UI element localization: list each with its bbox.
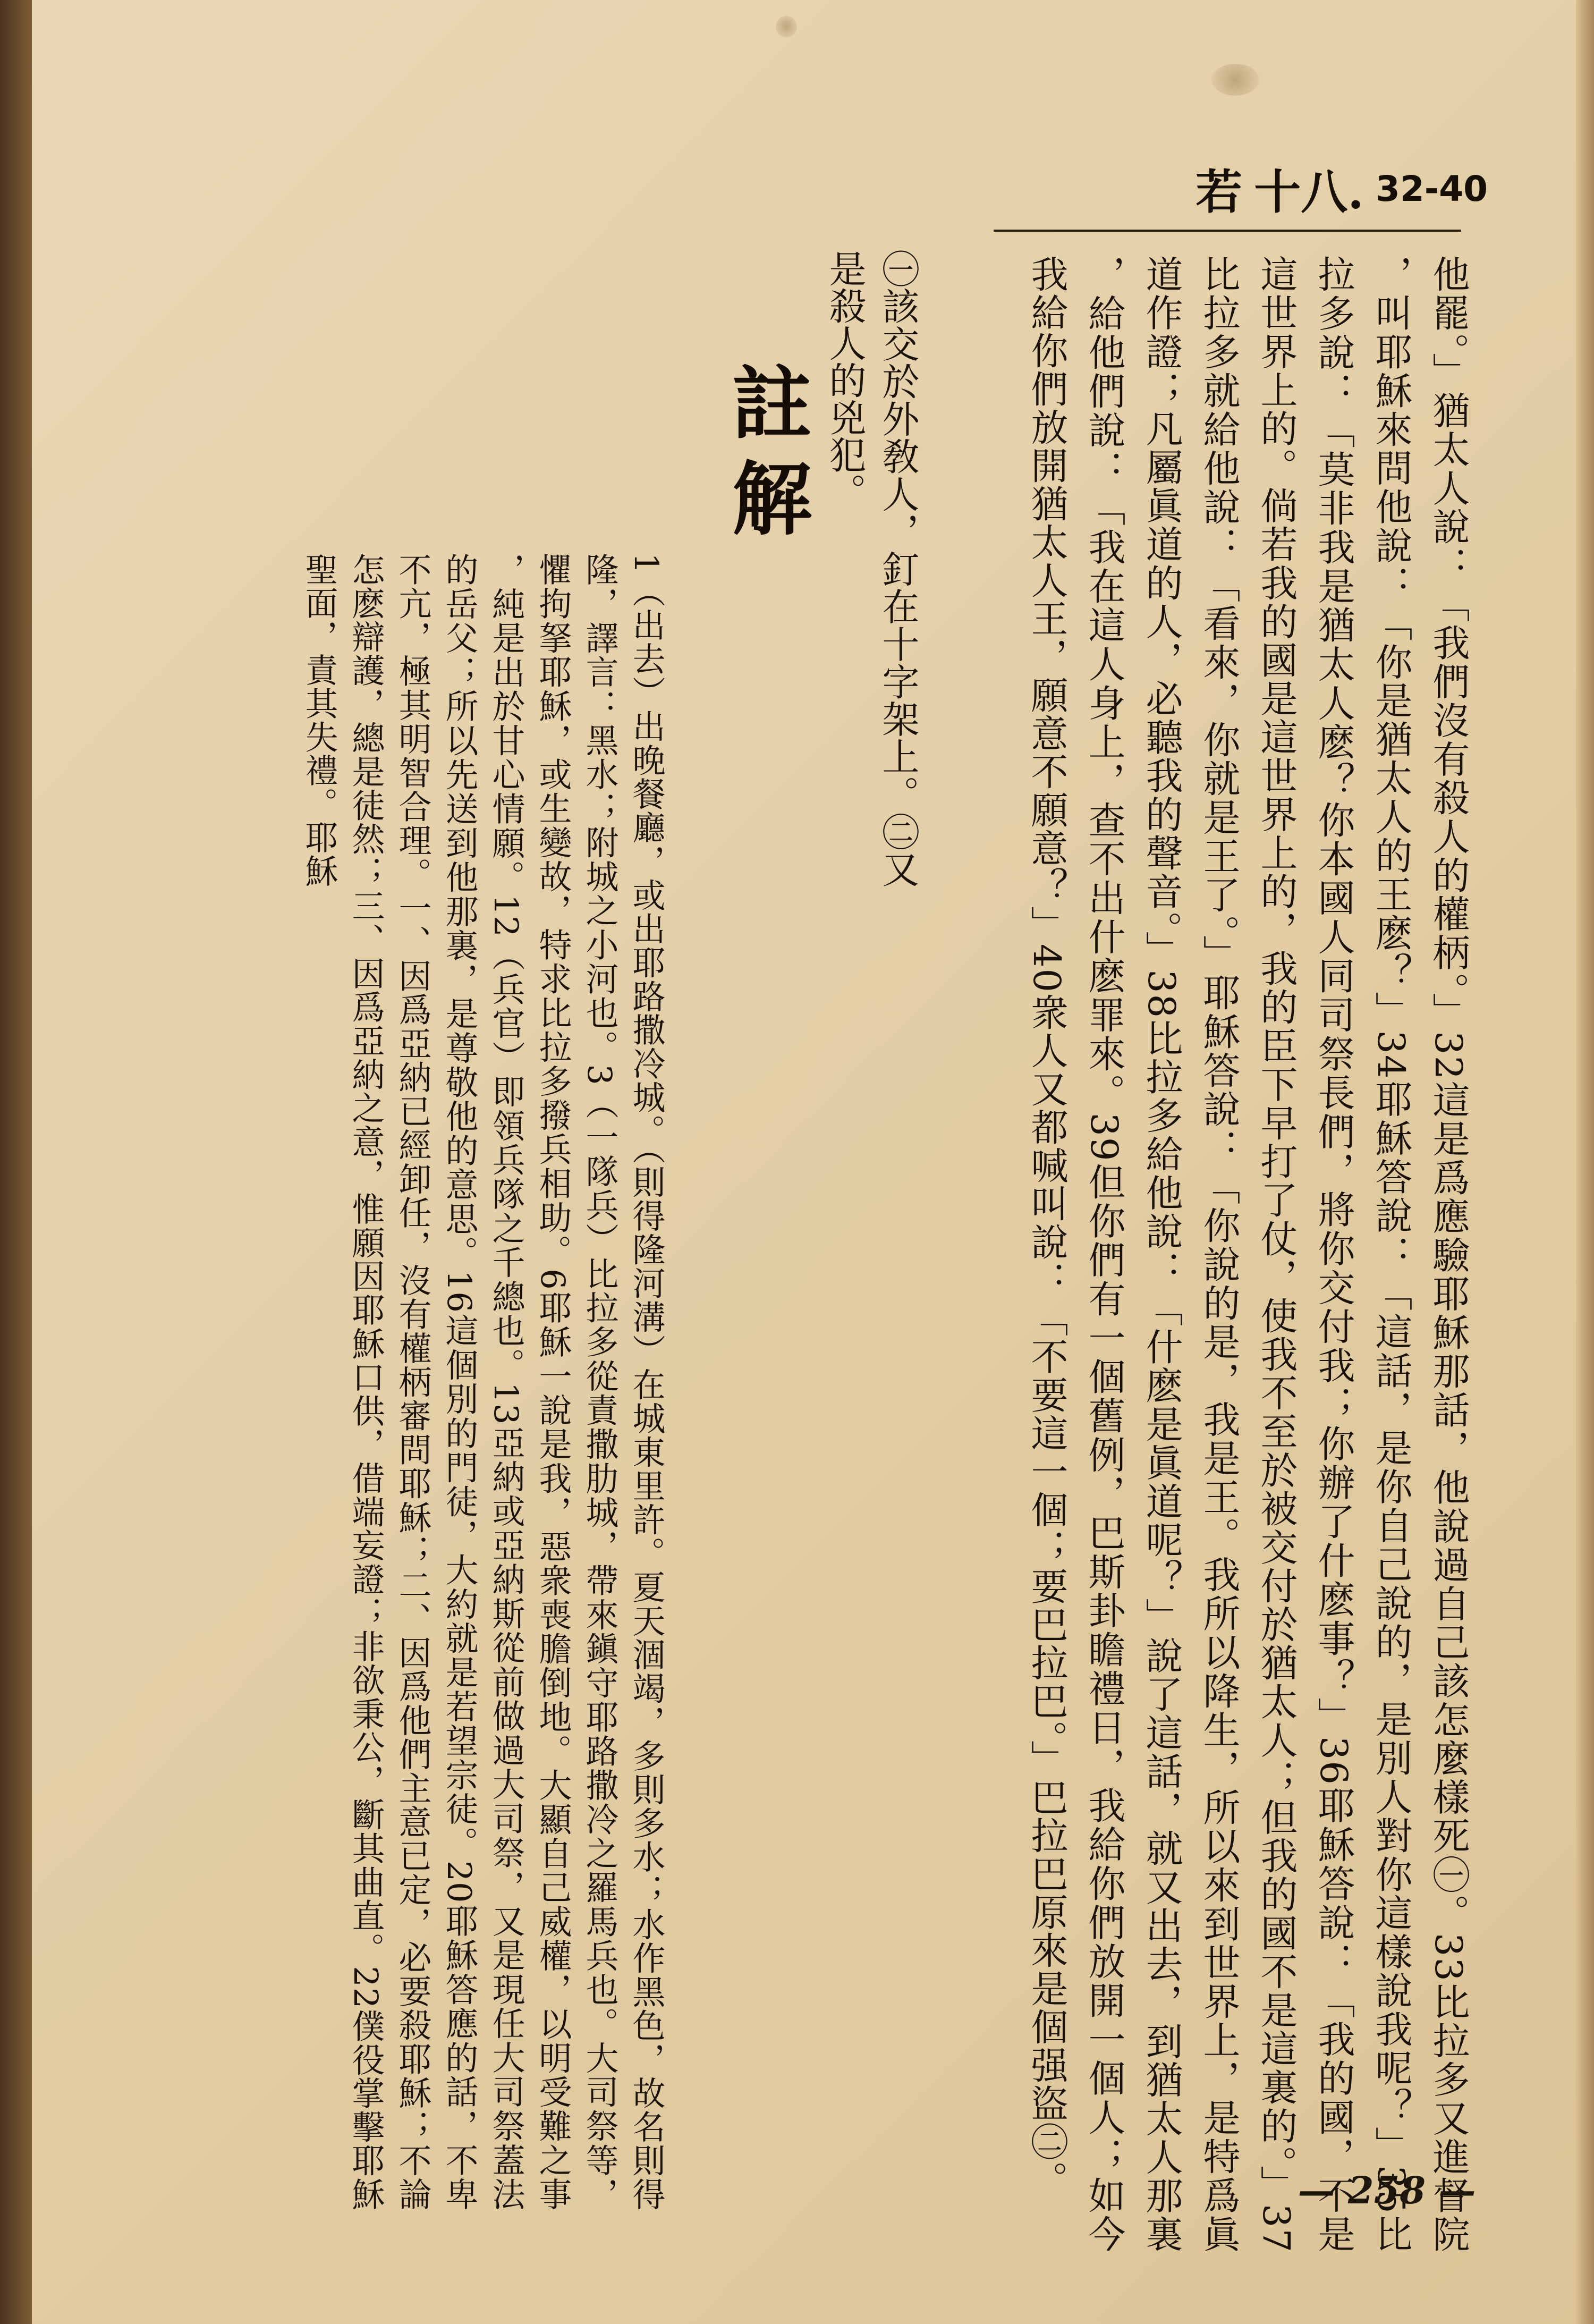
footnotes: ㊀該交於外敎人，釘在十字架上。㊁又是殺人的兇犯。: [823, 250, 920, 888]
running-header: [1190, 159, 1488, 218]
header-verses: 32-40: [1375, 168, 1488, 209]
header-chapter: 十八.: [1254, 164, 1364, 219]
header-rule: [994, 230, 1461, 232]
notes-body: 1（出去）出晚餐廳，或出耶路撒冷城。（則得隆河溝）在城東里許。夏天涸竭，多則多水；水作黑色，故名則得隆，譯言：黑水；附城之小河也。3（一隊兵）比拉多從責撒肋城，帶來鎭守耶路撒冷之羅馬兵也。大司祭等，懼拘拏耶穌，或生變故，特求比拉多撥兵相助。6耶穌一說是我，惡衆喪膽倒地。大顯自己威權，以明受難之事，純是出於甘心情願。12（兵官）即領兵隊之千總也。13亞納或亞納斯從前做過大司祭，又是現任大司祭蓋法的岳父；所以先送到他那裏，是尊敬他的意思。16這個別的門徒，大約就是若望宗徒。20耶穌答應的話，不卑不亢，極其明智合理。一、因爲亞納已經卸任，沒有權柄審問耶穌；二、因爲他們主意已定，必要殺耶穌；不論怎麽辯護，總是徒然；三、因爲亞納之意，惟願因耶穌口供，借端妄證；非欲秉公，斷其曲直。22僕役掌擊耶穌聖面，責其失禮。耶穌: [300, 553, 666, 2211]
paper-stain: [776, 16, 797, 37]
notes-title: 註解: [718, 361, 812, 553]
page-number: — 258 —: [1298, 2168, 1476, 2212]
header-book: 若: [1196, 164, 1243, 219]
page-edge: [1576, 0, 1594, 2324]
scripture-text: 他罷。」猶太人說：「我們沒有殺人的權柄。」32這是爲應驗耶穌那話，他說過自己該怎麼樣死㊀。33比拉多又進督院，叫耶穌來問他說：「你是猶太人的王麽？」34耶穌答說：「這話，是你自己說的，是別人對你這樣說我呢？」35比拉多說：「莫非我是猶太人麽？你本國人同司祭長們，將你交付我；你辦了什麽事？」36耶穌答說：「我的國，不是這世界上的。倘若我的國是這世界上的，我的臣下早打了仗，使我不至於被交付於猶太人；但我的國不是這裏的。」37比拉多就給他說：「看來，你就是王了。」耶穌答說：「你說的是，我是王。我所以降生，所以來到世界上，是特爲眞道作證；凡屬眞道的人，必聽我的聲音。」38比拉多給他說：「什麽是眞道呢？」說了這話，就又出去，到猶太人那裏，給他們說：「我在這人身上，查不出什麽罪來。39但你們有一個舊例，巴斯卦瞻禮日，我給你們放開一個人；如今我給你們放開猶太人王，願意不願意？」40衆人又都喊叫說：「不要這一個；要巴拉巴。」巴拉巴原來是個强盜㊁。: [1025, 255, 1470, 2253]
paper-stain: [1211, 64, 1259, 96]
